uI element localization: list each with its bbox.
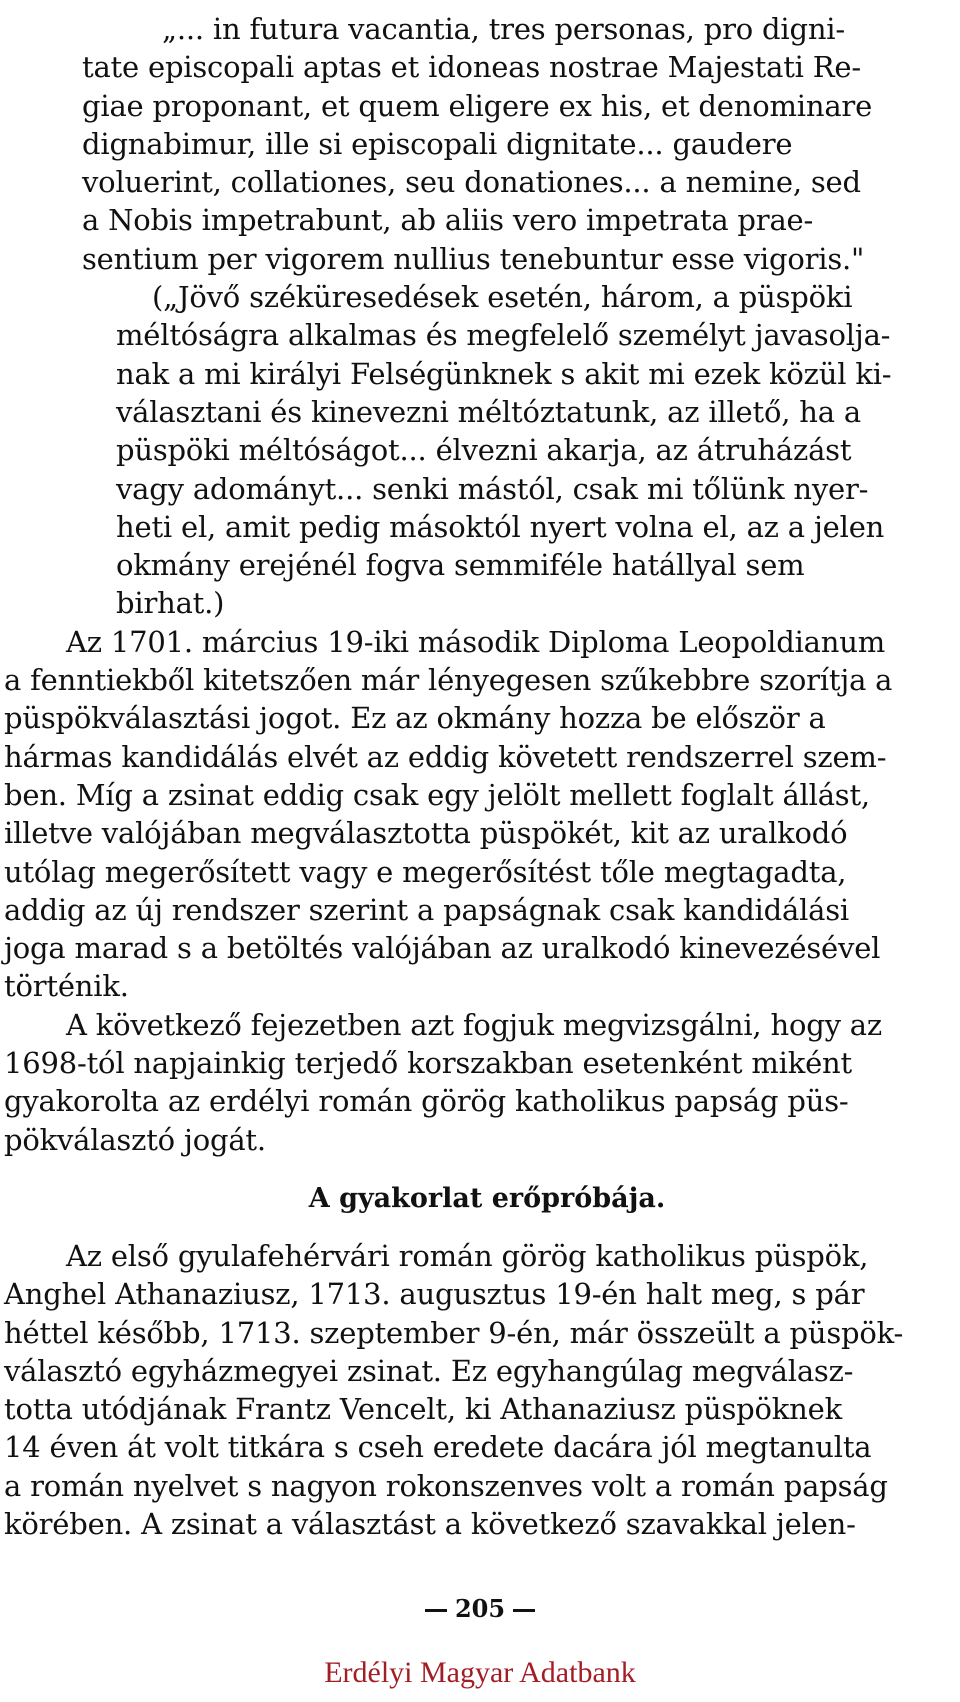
paragraph-line: 14 éven át volt titkára s cseh eredete dacára jól megtanulta — [4, 1430, 872, 1465]
paragraph-next-chapter — [4, 1006, 942, 1159]
paragraph-line: gyakorolta az erdélyi román görög katholikus papság püs- — [4, 1084, 849, 1119]
quote-line: giae proponant, et quem eligere ex his, et denominare — [82, 88, 873, 123]
translation-line: birhat.) — [116, 586, 225, 621]
paragraph-line: körében. A zsinat a választást a következő szavakkal jelen- — [4, 1506, 856, 1541]
paragraph-line: utólag megerősített vagy e megerősítést tőle megtagadta, — [4, 854, 847, 889]
paragraph-line: pökválasztó jogát. — [4, 1122, 266, 1157]
section-heading: A gyakorlat erőpróbája. — [308, 1182, 666, 1214]
paragraph-line: totta utódjának Frantz Vencelt, ki Athanaziusz püspöknek — [4, 1392, 842, 1427]
paragraph-line: Anghel Athanaziusz, 1713. augusztus 19-én halt meg, s pár — [4, 1277, 865, 1312]
translation-line: nak a mi királyi Felségünknek s akit mi ezek közül ki- — [116, 356, 892, 391]
paragraph-line: illetve valójában megválasztotta püspökét, kit az uralkodó — [4, 816, 848, 851]
paragraph-diploma — [4, 623, 942, 1006]
paragraph-line: joga marad s a betöltés valójában az uralkodó kinevezésével — [4, 931, 881, 966]
paragraph-line: püspökválasztási jogot. Ez az okmány hozza be először a — [4, 701, 826, 736]
hungarian-translation — [4, 278, 942, 623]
quote-line: dignabimur, ille si episcopali dignitate... gaudere — [82, 126, 793, 161]
translation-line: vagy adományt... senki mástól, csak mi tőlünk nyer- — [116, 471, 869, 506]
paragraph-line: ben. Míg a zsinat eddig csak egy jelölt mellett foglalt állást, — [4, 777, 870, 812]
translation-line: okmány erejénél fogva semmiféle hatállyal sem — [116, 548, 805, 583]
paragraph-line: a román nyelvet s nagyon rokonszenves volt a román papság — [4, 1468, 888, 1503]
translation-line: méltóságra alkalmas és megfelelő személyt javasolja- — [116, 318, 891, 353]
paragraph-line: történik. — [4, 969, 129, 1004]
paragraph-line: A következő fejezetben azt fogjuk megvizsgálni, hogy az — [66, 1007, 882, 1042]
paragraph-line: hármas kandidálás elvét az eddig követett rendszerrel szem- — [4, 739, 887, 774]
translation-line: („Jövő széküresedések esetén, három, a püspöki — [152, 280, 853, 315]
document-page — [4, 10, 942, 1543]
translation-line: választani és kinevezni méltóztatunk, az illető, ha a — [116, 394, 861, 429]
paragraph-line: Az első gyulafehérvári román görög katholikus püspök, — [66, 1238, 869, 1273]
paragraph-line: választó egyházmegyei zsinat. Ez egyhangúlag megválasz- — [4, 1353, 854, 1388]
translation-line: heti el, amit pedig másoktól nyert volna el, az a jelen — [116, 509, 885, 544]
translation-line: püspöki méltóságot... élvezni akarja, az átruházást — [116, 433, 852, 468]
paragraph-line: héttel később, 1713. szeptember 9-én, már összeült a püspök- — [4, 1315, 904, 1350]
quote-line: a Nobis impetrabunt, ab aliis vero impetrata prae- — [82, 203, 814, 238]
paragraph-line: a fenntiekből kitetszően már lényegesen szűkebbre szorítja a — [4, 663, 893, 698]
quote-line: voluerint, collationes, seu donationes... a nemine, sed — [82, 165, 861, 200]
quote-line: tate episcopali aptas et idoneas nostrae Majestati Re- — [82, 50, 861, 85]
quote-line: sentium per vigorem nullius tenebuntur esse vigoris." — [82, 241, 865, 276]
paragraph-line: Az 1701. március 19-iki második Diploma Leopoldianum — [66, 624, 886, 659]
source-footer[interactable]: Erdélyi Magyar Adatbank — [324, 1656, 636, 1689]
paragraph-athanaziusz — [4, 1237, 942, 1543]
quote-line: „... in futura vacantia, tres personas, pro digni- — [162, 12, 845, 46]
latin-quote — [4, 10, 942, 278]
page-number: 205 — [0, 1594, 960, 1623]
paragraph-line: 1698-tól napjainkig terjedő korszakban esetenként miként — [4, 1046, 852, 1081]
paragraph-line: addig az új rendszer szerint a papságnak csak kandidálási — [4, 892, 850, 927]
